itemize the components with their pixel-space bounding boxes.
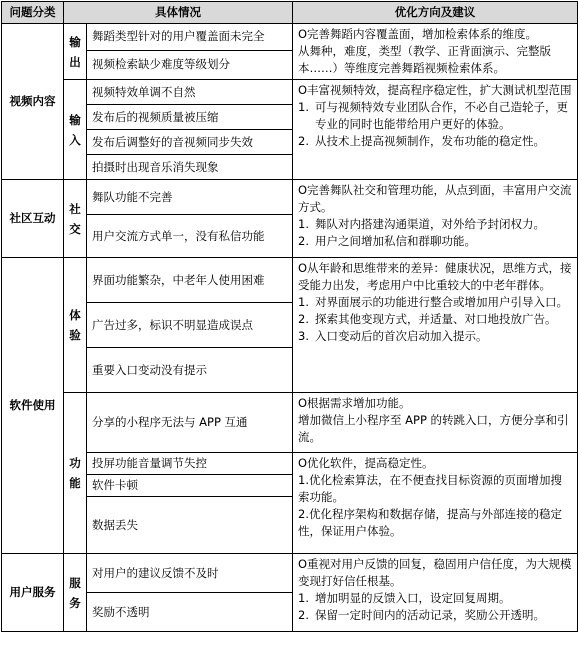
- issue-cell: 发布后的视频质量被压缩: [87, 105, 293, 130]
- issue-cell: 拍摄时出现音乐消失现象: [87, 155, 293, 180]
- subcategory-service: 服 务: [64, 554, 87, 632]
- table-row: [2, 80, 578, 105]
- issue-cell: 视频特效单调不自然: [87, 80, 293, 105]
- table-row: [2, 180, 578, 215]
- category-service: 用户服务: [2, 554, 64, 632]
- issue-cell: 舞蹈类型针对的用户覆盖面未完全: [87, 24, 293, 51]
- issue-cell: 舞队功能不完善: [87, 180, 293, 215]
- header-detail: 具体情况: [64, 2, 293, 24]
- suggestion-cell: O根据需求增加功能。 增加微信上小程序至 APP 的转跳入口，方便分享和引流。: [293, 393, 578, 453]
- table-row: [2, 258, 578, 303]
- issue-cell: 投屏功能音量调节失控: [87, 453, 293, 475]
- suggestion-cell: O重视对用户反馈的回复，稳固用户信任度，为大规模变现打好信任根基。 1. 增加明显的反馈入口，设定回复周期。 2. 保留一定时间内的活动记录，奖励公开透明。: [293, 554, 578, 632]
- category-software: 软件使用: [2, 258, 64, 554]
- subcategory-function: 功 能: [64, 393, 87, 554]
- table-row: [2, 393, 578, 453]
- suggestion-cell: O从年龄和思维带来的差异：健康状况，思维方式，接受能力出发，考虑用户中比重较大的中老年群体。 1. 对界面展示的功能进行整合或增加用户引导入口。 2. 探索其他变现方式，并适量、对口地投放广告。 3. 入口变动后的首次启动加入提示。: [293, 258, 578, 393]
- issue-cell: 软件卡顿: [87, 475, 293, 497]
- category-video: 视频内容: [2, 24, 64, 180]
- subcategory-output: 输 出: [64, 24, 87, 80]
- table-row: [2, 24, 578, 51]
- suggestion-cell: O优化软件，提高稳定性。 1.优化检索算法，在不便查找目标资源的页面增加搜索功能。 2.优化程序架构和数据存储，提高与外部连接的稳定性，保证用户体验。: [293, 453, 578, 554]
- subcategory-experience: 体 验: [64, 258, 87, 393]
- issue-cell: 对用户的建议反馈不及时: [87, 554, 293, 593]
- suggestion-cell: O丰富视频特效，提高程序稳定性，扩大测试机型范围 1. 可与视频特效专业团队合作，不必自己造轮子，更专业的同时也能带给用户更好的体验。 2. 从技术上提高视频制作，发布功能的稳定性。: [293, 80, 578, 180]
- suggestion-cell: O完善舞队社交和管理功能，从点到面，丰富用户交流方式。 1. 舞队对内搭建沟通渠道，对外给予封闭权力。 2. 用户之间增加私信和群聊功能。: [293, 180, 578, 258]
- issue-cell: 界面功能繁杂，中老年人使用困难: [87, 258, 293, 303]
- table-row: [2, 554, 578, 593]
- issue-cell: 数据丢失: [87, 497, 293, 554]
- subcategory-input: 输 入: [64, 80, 87, 180]
- issue-cell: 分享的小程序无法与 APP 互通: [87, 393, 293, 453]
- issue-cell: 发布后调整好的音视频同步失效: [87, 130, 293, 155]
- header-category: 问题分类: [2, 2, 64, 24]
- suggestion-table: [1, 1, 578, 632]
- suggestion-cell: O完善舞蹈内容覆盖面，增加检索体系的维度。 从舞种，难度，类型（教学、正背面演示、完整版本……）等维度完善舞蹈视频检索体系。: [293, 24, 578, 80]
- header-suggestion: 优化方向及建议: [293, 2, 578, 24]
- header-row: [2, 2, 578, 24]
- issue-cell: 奖励不透明: [87, 593, 293, 632]
- issue-cell: 视频检索缺少难度等级划分: [87, 50, 293, 79]
- issue-cell: 重要入口变动没有提示: [87, 348, 293, 393]
- category-community: 社区互动: [2, 180, 64, 258]
- issue-cell: 用户交流方式单一，没有私信功能: [87, 215, 293, 258]
- issue-cell: 广告过多，标识不明显造成误点: [87, 303, 293, 348]
- subcategory-social: 社 交: [64, 180, 87, 258]
- table-row: [2, 453, 578, 475]
